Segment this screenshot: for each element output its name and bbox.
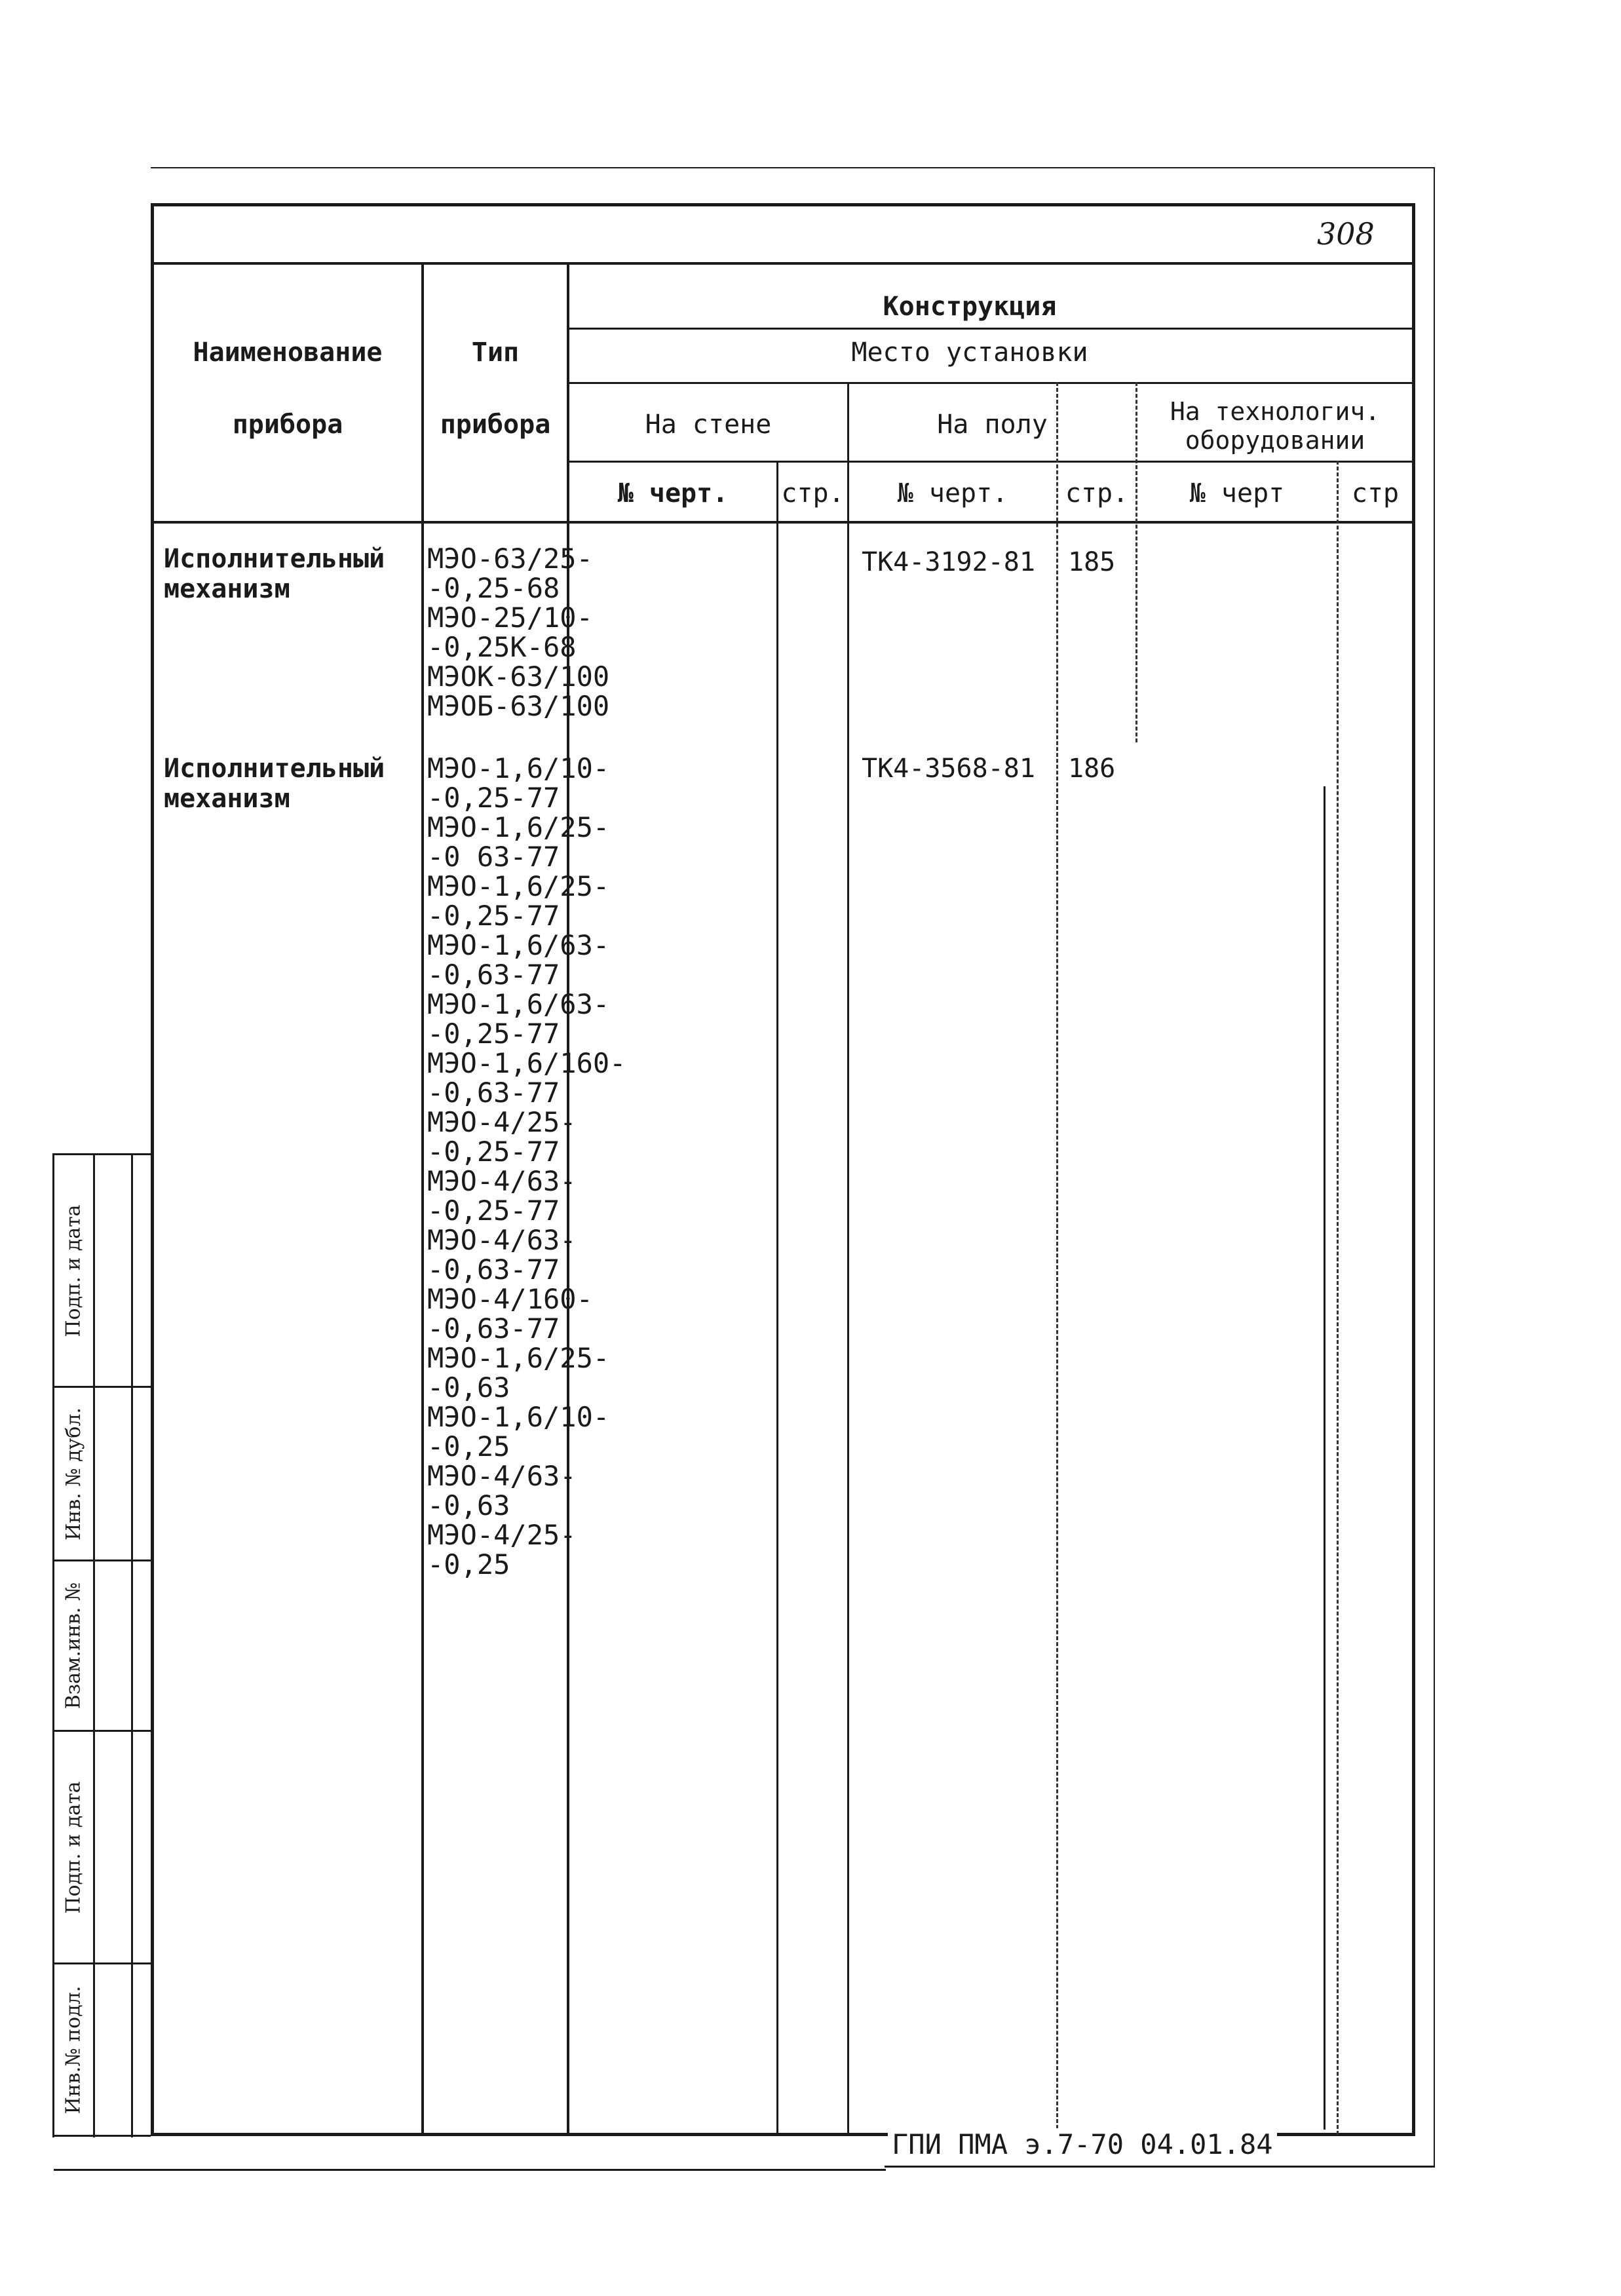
stamp-cell-inv-podl [54,1964,93,2135]
row1-floor-drawing: ТК4-3192-81 [862,547,1035,577]
stamp-label-podp-1: Подп. и дата [62,1204,85,1337]
type-line: МЭО-4/25- [427,1106,577,1138]
type-line: МЭО-4/63- [427,1460,577,1492]
outer-top-line [151,167,1435,168]
type-line: МЭО-1,6/25- [427,1342,610,1374]
stamp-cell-inv-dubl [54,1388,93,1559]
col-line-floor-split [1056,382,1058,2135]
stamp-mid-line [93,1153,95,2137]
row1-types [427,544,609,721]
header-page-floor: стр. [1065,478,1129,508]
header-construction: Конструкция [883,292,1057,322]
type-line: МЭОБ-63/100 [427,690,610,722]
col-line-wall-split [776,461,778,2135]
row1-name [164,544,385,604]
type-line: МЭО-4/160- [427,1283,593,1315]
outer-right-line [1434,167,1435,2166]
header-top-line [151,262,1415,265]
header-on-floor: На полу [937,410,1048,440]
header-mounting-place: Место установки [851,337,1088,368]
type-line: МЭОК-63/100 [427,660,610,693]
type-line: МЭО-1,6/25- [427,870,610,902]
stamp-cell-podp-2 [54,1732,93,1962]
stamp-cell-podp-1 [54,1155,93,1386]
type-line: -0,25 [427,1548,510,1580]
type-line: -0,25 [427,1430,510,1463]
row2-name [164,754,385,814]
col-line-wall-floor [847,382,849,2135]
row1-name-line1: Исполнительный [164,544,385,574]
type-line: МЭО-1,6/10- [427,752,610,784]
header-on-equipment-line2: оборудовании [1185,426,1365,455]
header-page-wall: стр. [781,478,845,508]
type-line: -0,25-77 [427,900,560,932]
stamp-inner-line [131,1153,133,2137]
header-drawing-no-floor: № черт. [897,478,1008,508]
row2-types [427,754,626,1579]
type-line: -0,25-68 [427,572,560,604]
type-line: МЭО-1,6/63- [427,929,610,961]
header-drawing-no-equip: № черт [1189,478,1285,508]
frame-top [151,203,1415,206]
row2-name-line2: механизм [164,784,290,814]
type-line: -0,25К-68 [427,631,577,663]
type-line: -0 63-77 [427,841,560,873]
type-line: МЭО-63/25- [427,543,593,575]
type-line: -0,63-77 [427,959,560,991]
subcol-line [567,461,1415,463]
header-on-equipment-line1: На технологич. [1170,397,1381,426]
header-type-line1: Тип [471,337,520,368]
row1-floor-page: 185 [1068,547,1116,577]
type-line: -0,63-77 [427,1312,560,1345]
type-line: МЭО-4/63- [427,1165,577,1197]
header-drawing-no-wall: № черт. [617,478,729,508]
header-on-wall: На стене [645,410,772,440]
row1-name-line2: механизм [164,574,290,604]
construction-line [567,328,1415,330]
type-line: -0,25-77 [427,1018,560,1050]
outer-bottom-line [885,2166,1435,2168]
type-line: -0,25-77 [427,1195,560,1227]
frame-right [1412,203,1415,2136]
row2-name-line1: Исполнительный [164,754,385,784]
type-line: МЭО-1,6/63- [427,988,610,1020]
type-line: -0,25-77 [427,1136,560,1168]
stamp-label-vzam-inv: Взам.инв. № [62,1582,85,1710]
type-line: МЭО-1,6/160- [427,1047,626,1079]
col-line-name-type [421,262,424,2135]
col-line-equip-split [1337,461,1339,2135]
footer-code: ГПИ ПМА э.7-70 04.01.84 [888,2128,1277,2160]
type-line: -0,63 [427,1371,510,1404]
header-type-line2: прибора [440,410,551,440]
stamp-label-inv-podl: Инв.№ подл. [62,1985,85,2114]
row2-floor-page: 186 [1068,754,1116,784]
type-line: МЭО-4/63- [427,1224,577,1256]
type-line: МЭО-4/25- [427,1519,577,1551]
header-bottom-line [151,521,1415,524]
type-line: -0,63-77 [427,1077,560,1109]
header-name-line1: Наименование [193,337,383,368]
type-line: МЭО-25/10- [427,602,593,634]
lower-left-line [54,2169,886,2171]
stamp-label-podp-2: Подп. и дата [62,1780,85,1914]
frame-left [151,203,154,2136]
stamp-cell-vzam-inv [54,1561,93,1730]
type-line: МЭО-1,6/10- [427,1401,610,1433]
type-line: -0,25-77 [427,782,560,814]
type-line: -0,63 [427,1489,510,1521]
header-page-equip: стр [1351,478,1400,508]
mounting-line [567,382,1415,384]
col-line-equip-page-box [1324,786,1325,2130]
row2-floor-drawing: ТК4-3568-81 [862,754,1035,784]
page-number: 308 [1317,216,1375,252]
header-name-line2: прибора [232,410,343,440]
type-line: МЭО-1,6/25- [427,811,610,843]
type-line: -0,63-77 [427,1253,560,1286]
stamp-label-inv-dubl: Инв. № дубл. [62,1407,85,1540]
stamp-bottom [52,2135,151,2137]
